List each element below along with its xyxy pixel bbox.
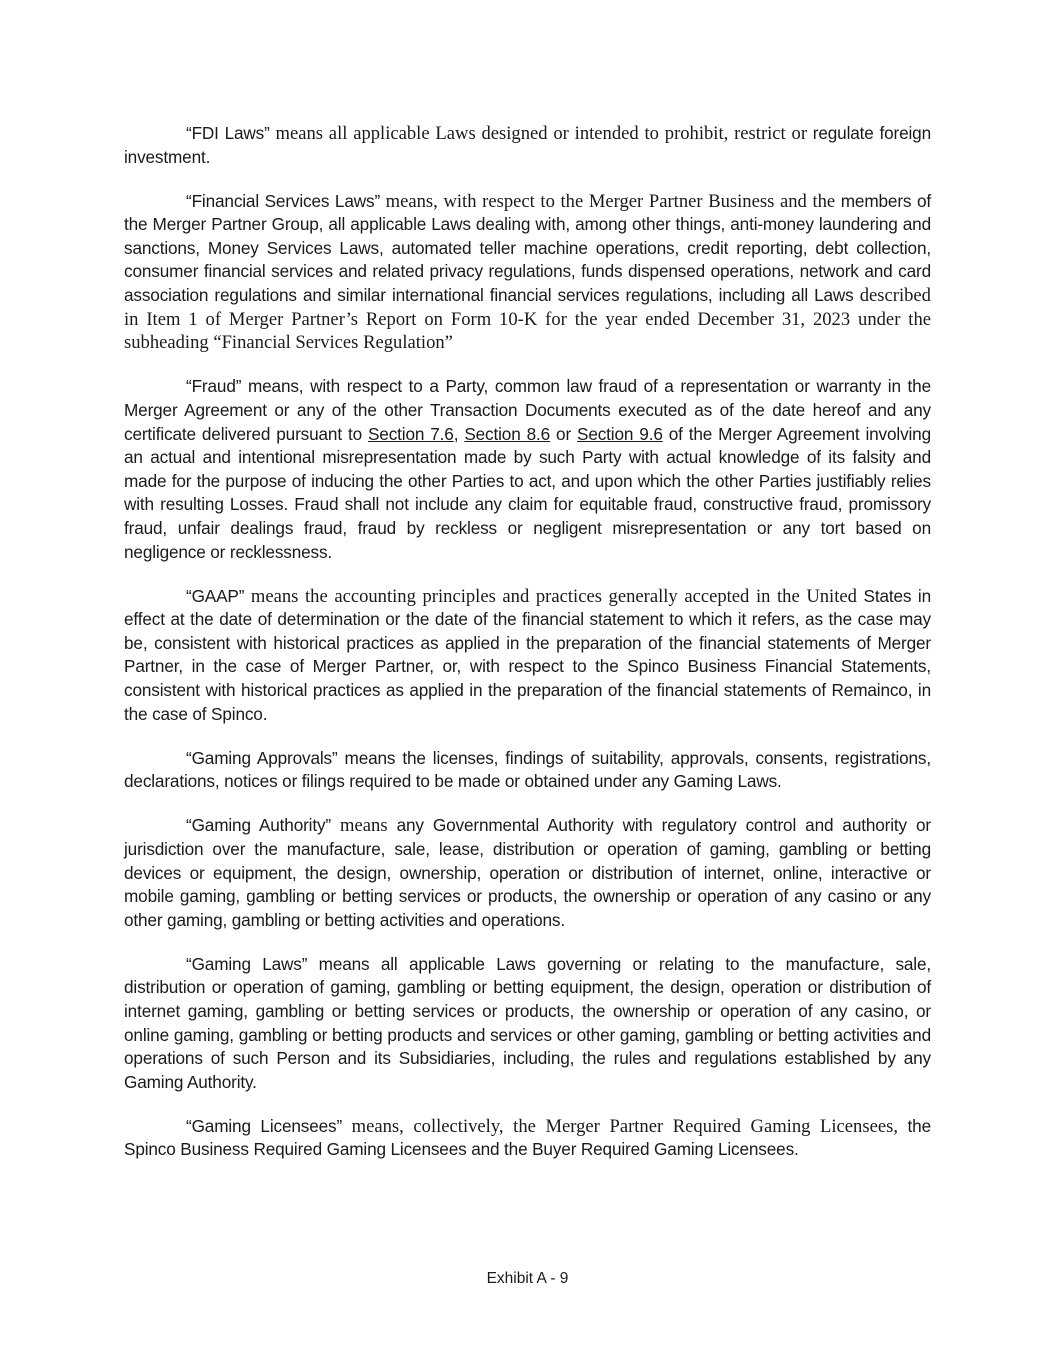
definition-financial-services-laws [124,190,931,355]
defined-term: “Gaming Licensees” [186,1115,343,1136]
definition-text-continued: of the Merger Agreement involving an actual and intentional misrepresentation made by such Party with actual knowledge of its falsity and made for the purpose of inducing the other Parties to act, and upon which the other Parties justifiably relies with resulting Losses. Fraud shall not include any claim for equitable fraud, constructive fraud, promissory fraud, unfair dealings fraud, fraud by reckless or negligent misrepresentation or any tort based on negligence or recklessness. [124,423,931,562]
section-reference-link[interactable]: Section 9.6 [577,423,663,444]
definition-text: members of the Merger Partner Group, all applicable Laws dealing with, among other things, anti-money laundering and sanctions, Money Services Laws, automated teller machine operations, credit reporting, debt collection, consumer financial services and related privacy regulations, funds dispensed operations, network and card association regulations and similar international financial services regulations, including all Laws [124,190,931,306]
defined-term: “Financial Services Laws” [186,190,381,211]
definition-text-serif: means, with respect to the Merger Partner Business and the [380,190,836,212]
defined-term: “Gaming Approvals” [186,747,338,768]
separator: , [453,423,465,444]
section-reference-link[interactable]: Section 8.6 [464,423,551,444]
definition-gaming-licensees [124,1115,931,1162]
definition-text-serif: means, collectively, the Merger Partner Required Gaming Licensees, [342,1115,898,1137]
definition-text-serif: means the accounting principles and practices generally accepted in the United [244,585,857,607]
definition-text: the Spinco Business Required Gaming Licensees and the Buyer Required Gaming Licensees. [124,1115,932,1160]
definition-fdi-laws [124,122,931,169]
section-reference-link[interactable]: Section 7.6 [367,423,454,444]
definition-text: means, with respect to a Party, common law fraud of a representation or warranty in the Merger Agreement or any of the other Transaction Documents executed as of the date hereof and any certificate delivered pursuant to [124,376,931,444]
defined-term: “GAAP” [186,585,245,606]
separator: or [550,423,578,444]
defined-term: “Gaming Laws” [186,953,308,974]
definition-text-serif-2: described in Item 1 of Merger Partner’s Report on Form 10-K for the year ended December 31, 2023 under the subheading “Financial Services Regulation” [124,285,931,354]
definition-text: means the licenses, findings of suitability, approvals, consents, registrations, declarations, notices or filings required to be made or obtained under any Gaming Laws. [124,747,931,792]
definition-text: States in effect at the date of determination or the date of the financial statement to which it refers, as the case may be, consistent with historical practices as applied in the preparation of the financial statements of Merger Partner, in the case of Merger Partner, or, with respect to the Spinco Business Financial Statements, consistent with historical practices as applied in the preparation of the financial statements of Remainco, in the case of Spinco. [124,585,931,724]
definition-text: regulate foreign investment. [124,123,931,167]
definition-text: means all applicable Laws governing or relating to the manufacture, sale, distribution or operation of gaming, gambling or betting equipment, the design, operation or distribution of internet gaming, gambling or betting services or products, the ownership or operation of any casino, or online gaming, gambling or betting products and services or other gaming, gambling or betting activities and operations of such Person and its Subsidiaries, including, the rules and regulations established by any Gaming Authority. [124,953,932,1092]
document-body [124,122,931,1183]
definition-gaap [124,585,931,727]
definition-gaming-approvals [124,747,931,794]
definition-gaming-authority [124,814,931,932]
definition-text-serif: means all applicable Laws designed or intended to prohibit, restrict or [269,123,808,144]
defined-term: “Gaming Authority” [186,815,331,836]
defined-term: “Fraud” [186,376,242,397]
definition-text: any Governmental Authority with regulatory control and authority or jurisdiction over the manufacture, sale, lease, distribution or operation of gaming, gambling or betting devices or equipment, the design, ownership, operation or distribution of internet, online, interactive or mobile gaming, gambling or betting services or products, the ownership or operation of any casino or any other gaming, gambling or betting activities and operations. [124,815,931,930]
page-footer: Exhibit A - 9 [486,1270,569,1287]
definition-fraud [124,375,931,564]
definition-text-serif: means [331,815,388,837]
defined-term: “FDI Laws” [186,123,270,143]
definition-gaming-laws [124,953,931,1095]
